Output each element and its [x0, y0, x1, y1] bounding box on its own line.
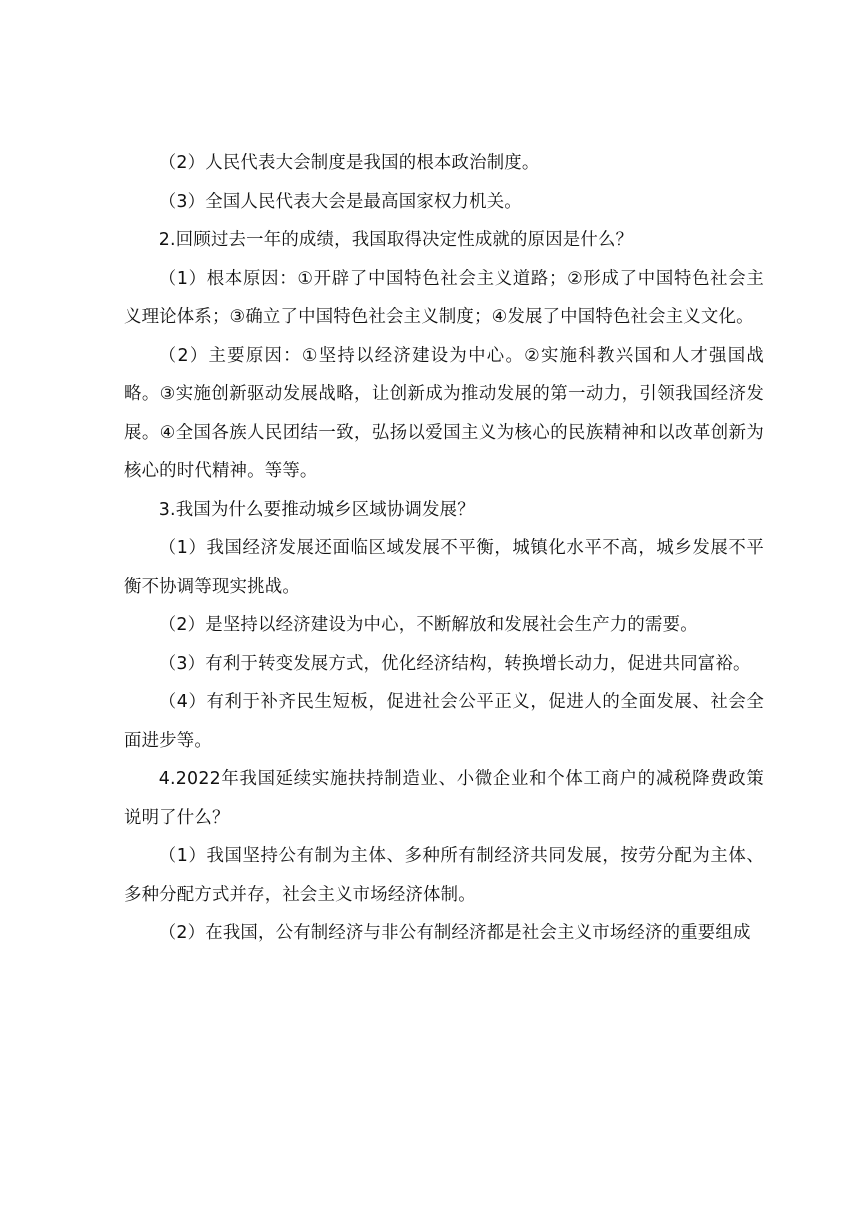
question-heading-3: 3.我国为什么要推动城乡区域协调发展？	[158, 499, 475, 520]
paragraph-5: （1）我国经济发展还面临区域发展不平衡，城镇化水平不高，城乡发展不平衡不协调等现实挑战。	[124, 538, 764, 597]
document-body	[124, 144, 764, 953]
paragraph-1: （2）人民代表大会制度是我国的根本政治制度。	[158, 153, 540, 173]
paragraph-8: （4）有利于补齐民生短板，促进社会公平正义，促进人的全面发展、社会全面进步等。	[124, 692, 764, 751]
question-heading-4: 4.2022年我国延续实施扶持制造业、小微企业和个体工商户的减税降费政策说明了什么？	[124, 769, 764, 828]
paragraph-6: （2）是坚持以经济建设为中心，不断解放和发展社会生产力的需要。	[158, 615, 698, 635]
paragraph-4: （2）主要原因：①坚持以经济建设为中心。②实施科教兴国和人才强国战略。③实施创新驱动发展战略，让创新成为推动发展的第一动力，引领我国经济发展。④全国各族人民团结一致，弘扬以爱国主义为核心的民族精神和以改革创新为核心的时代精神。等等。	[124, 345, 764, 481]
paragraph-2: （3）全国人民代表大会是最高国家权力机关。	[158, 191, 522, 212]
paragraph-10: （2）在我国，公有制经济与非公有制经济都是社会主义市场经济的重要组成	[158, 923, 751, 943]
paragraph-9: （1）我国坚持公有制为主体、多种所有制经济共同发展，按劳分配为主体、多种分配方式并存，社会主义市场经济体制。	[124, 846, 764, 905]
question-heading-2: 2.回顾过去一年的成绩，我国取得决定性成就的原因是什么？	[158, 230, 634, 250]
paragraph-7: （3）有利于转变发展方式，优化经济结构，转换增长动力，促进共同富裕。	[158, 653, 751, 674]
paragraph-3: （1）根本原因：①开辟了中国特色社会主义道路；②形成了中国特色社会主义理论体系；③确立了中国特色社会主义制度；④发展了中国特色社会主义文化。	[124, 268, 764, 327]
